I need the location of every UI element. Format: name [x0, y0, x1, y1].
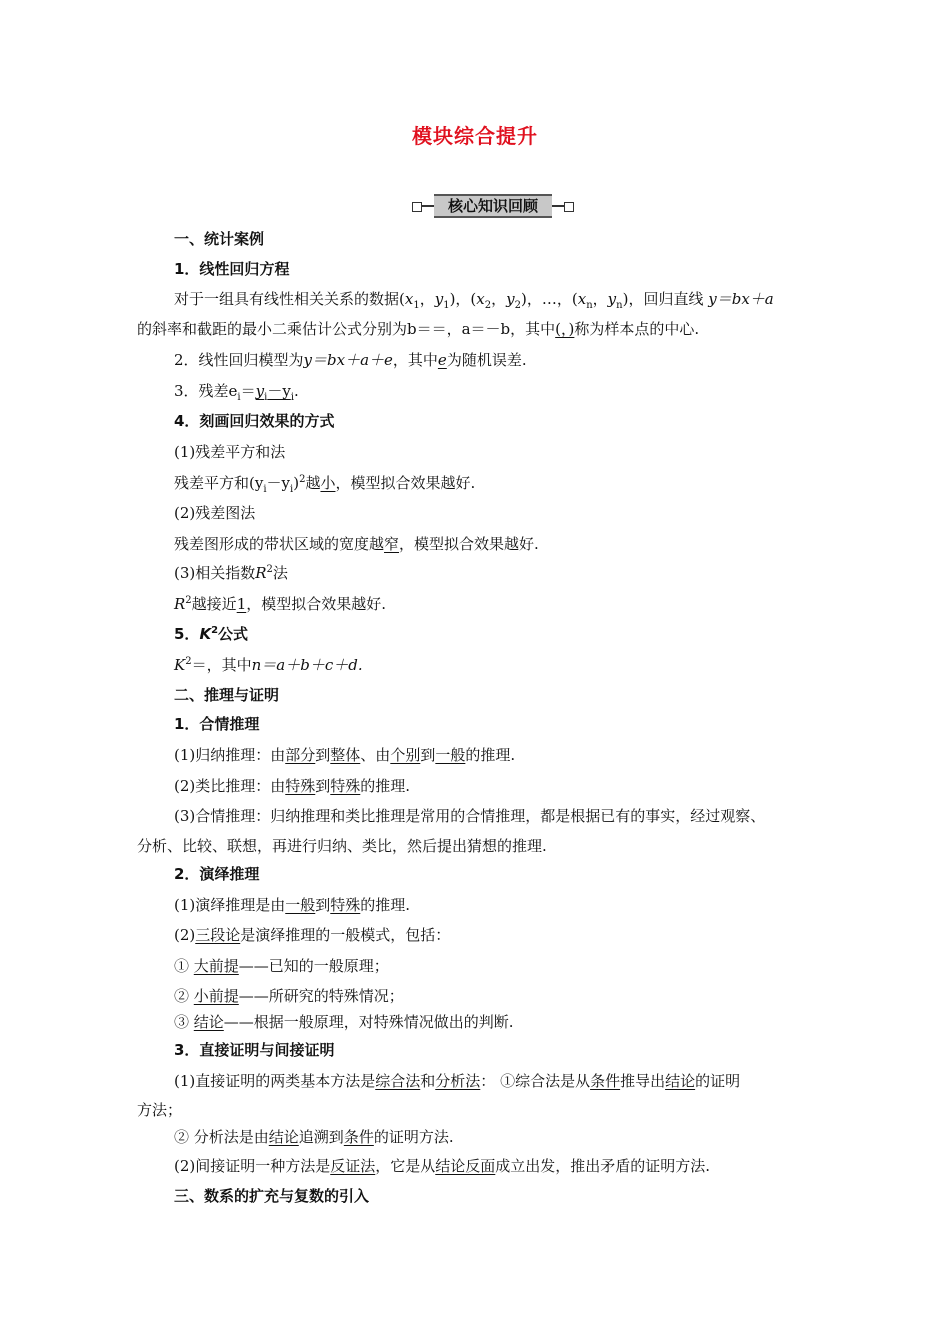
k2-formula: $K^2=$，其中n＝a＋b＋c＋d.: [174, 656, 363, 674]
banner-cap-right: [564, 202, 574, 212]
subheading-plausible-reasoning: 1．合情推理: [174, 715, 260, 733]
induction-line: (1)归纳推理：由部分到整体、由个别到一般的推理.: [174, 746, 516, 764]
indirect-proof-line: (2)间接证明一种方法是反证法，它是从结论反面成立出发，推出矛盾的证明方法.: [174, 1157, 711, 1175]
plausible-line-2: 分析、比较、联想，再进行归纳、类比，然后提出猜想的推理.: [137, 837, 547, 855]
item-residual: 3．残差$e_i=y_i-y_i$.: [174, 382, 299, 403]
subheading-fit-methods: 4．刻画回归效果的方式: [174, 412, 335, 430]
minor-premise-line: ② 小前提——所研究的特殊情况；: [174, 987, 404, 1005]
method-residual-sum-text: 残差平方和$(y_i-y_i)^2$越小，模型拟合效果越好.: [174, 474, 476, 495]
section-heading-complex-numbers: 三、数系的扩充与复数的引入: [174, 1187, 370, 1205]
analogy-line: (2)类比推理：由特殊到特殊的推理.: [174, 777, 411, 795]
method-r-squared-text: $R^2$越接近1，模型拟合效果越好.: [174, 595, 387, 613]
conclusion-line: ③ 结论——根据一般原理，对特殊情况做出的判断.: [174, 1013, 514, 1031]
section-heading-statistics: 一、统计案例: [174, 230, 265, 248]
direct-proof-line-2: 方法；: [137, 1101, 183, 1119]
paragraph-data-points: 对于一组具有线性相关关系的数据($x_1$，$y_1$)，($x_2$，$y_2$)，…，($x_n$，$y_n$)，回归直线 y＝bx＋a: [174, 290, 774, 311]
deduction-line: (1)演绎推理是由一般到特殊的推理.: [174, 896, 411, 914]
sample-center: (，): [555, 320, 575, 338]
method-residual-plot: (2)残差图法: [174, 504, 256, 522]
paragraph-least-squares: 的斜率和截距的最小二乘估计公式分别为b＝＝，a＝－b，其中(，)称为样本点的中心.: [137, 320, 700, 338]
plausible-line-1: (3)合情推理：归纳推理和类比推理是常用的合情推理，都是根据已有的事实，经过观察、: [174, 807, 766, 825]
major-premise-line: ① 大前提——已知的一般原理；: [174, 957, 389, 975]
section-banner: [412, 194, 574, 218]
method-residual-plot-text: 残差图形成的带状区域的宽度越窄，模型拟合效果越好.: [174, 535, 539, 553]
subheading-proof: 3．直接证明与间接证明: [174, 1041, 335, 1059]
banner-label: 核心知识回顾: [434, 194, 552, 218]
item-regression-model: 2．线性回归模型为y＝bx＋a＋e，其中e为随机误差.: [174, 351, 527, 369]
syllogism-line: (2)三段论是演绎推理的一般模式，包括：: [174, 926, 451, 944]
direct-proof-line: (1)直接证明的两类基本方法是综合法和分析法： ①综合法是从条件推导出结论的证明: [174, 1072, 741, 1090]
subheading-k2: 5．$K^2$公式: [174, 625, 249, 643]
method-r-squared: (3)相关指数$R^2$法: [174, 564, 288, 582]
method-residual-sum: (1)残差平方和法: [174, 443, 286, 461]
subheading-linear-regression: 1．线性回归方程: [174, 260, 290, 278]
subheading-deduction: 2．演绎推理: [174, 865, 260, 883]
page-title: 模块综合提升: [412, 124, 538, 148]
banner-cap-left: [412, 202, 422, 212]
section-heading-reasoning: 二、推理与证明: [174, 686, 280, 704]
analysis-method-line: ② 分析法是由结论追溯到条件的证明方法.: [174, 1128, 454, 1146]
